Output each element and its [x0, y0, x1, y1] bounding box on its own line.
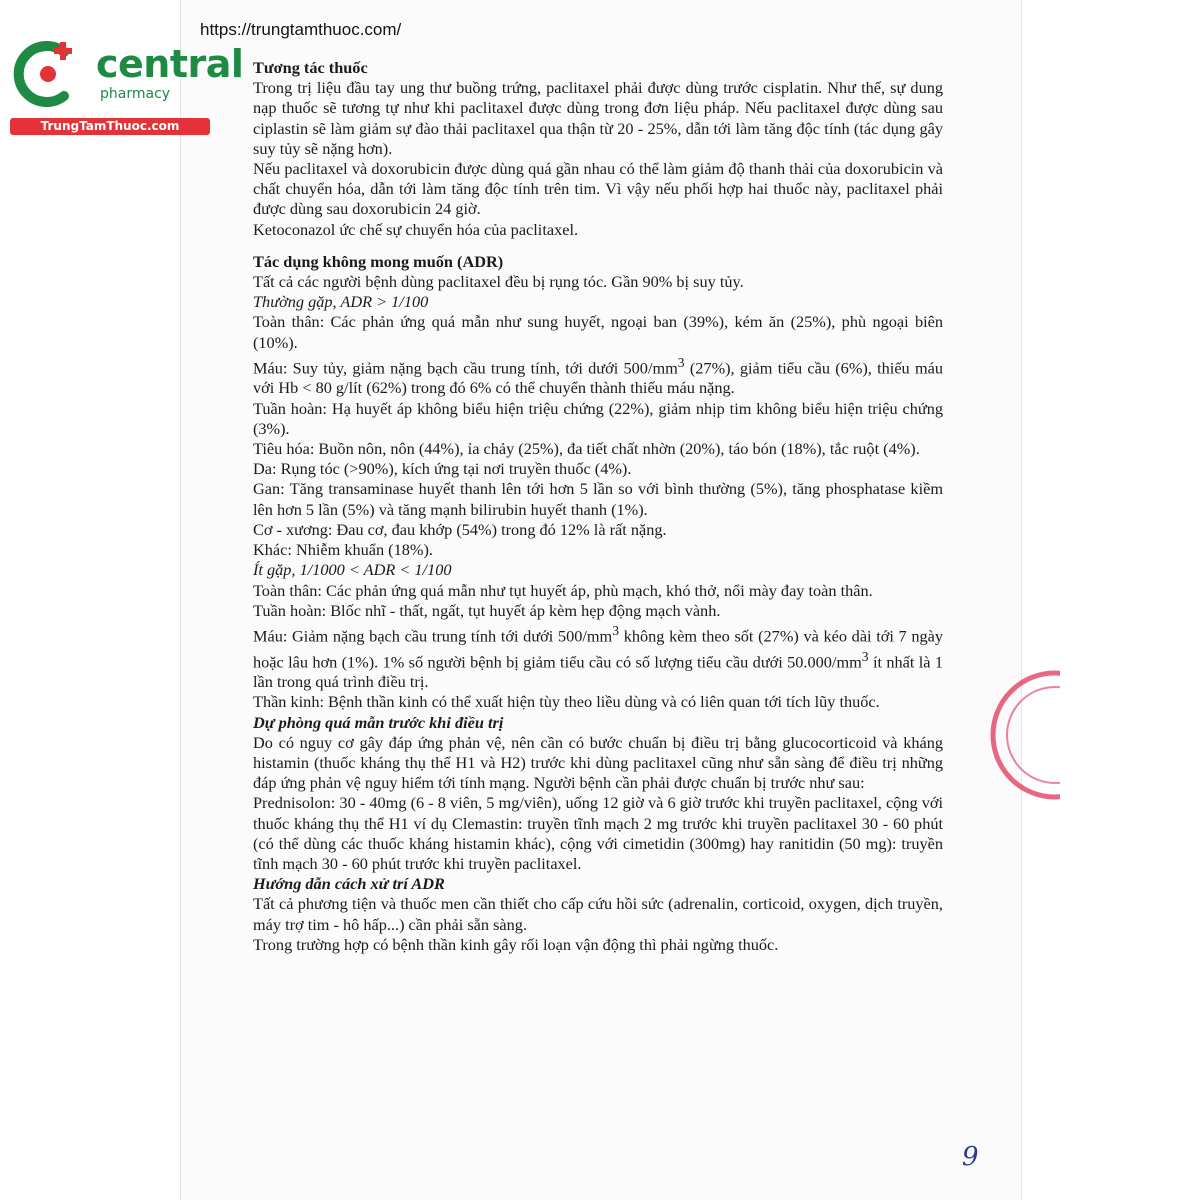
paragraph: Trong trường hợp có bệnh thần kinh gây rối loạn vận động thì phải ngừng thuốc. — [253, 934, 779, 954]
brand-subtitle: pharmacy — [100, 86, 171, 102]
brand-ribbon: TrungTamThuoc.com — [10, 118, 210, 135]
paragraph: Do có nguy cơ gây đáp ứng phản vệ, nên cần có bước chuẩn bị điều trị bằng glucocorticoid và kháng histamin (thuốc kháng thụ thể H1 và H2) trước khi dùng paclitaxel cũng như sẵn sàng để điều trị những đáp ứng phản vệ nguy hiểm tới tính mạng. Người bệnh cần phải được chuẩn bị trước như sau: — [253, 732, 943, 793]
paragraph: Trong trị liệu đầu tay ung thư buồng trứng, paclitaxel phải được dùng trước cisplatin. Như thế, sự dung nạp thuốc sẽ tương tự như khi paclitaxel được dùng trong đơn liệu pháp. Nếu paclitaxel được dùng sau ciplastin sẽ làm giảm sự đào thải paclitaxel qua thận từ 20 - 25%, dẫn tới làm tăng độc tính (tác dụng gây suy tủy sẽ nặng hơn). — [253, 78, 943, 158]
adr-item: Tuần hoàn: Blốc nhĩ - thất, ngất, tụt huyết áp kèm hẹp động mạch vành. — [253, 600, 721, 620]
adr-item: Cơ - xương: Đau cơ, đau khớp (54%) trong đó 12% là rất nặng. — [253, 519, 667, 539]
section-title-adr: Tác dụng không mong muốn (ADR) — [253, 251, 504, 271]
source-url: https://trungtamthuoc.com/ — [200, 20, 402, 39]
paragraph: Ketoconazol ức chế sự chuyển hóa của paclitaxel. — [253, 219, 579, 239]
adr-item: Toàn thân: Các phản ứng quá mẫn như sung huyết, ngoại ban (39%), kém ăn (25%), phù ngoại biên (10%). — [253, 312, 943, 352]
red-seal-stamp — [980, 660, 1060, 810]
adr-item: Máu: Suy tủy, giảm nặng bạch cầu trung tính, tới dưới $500/mm^3$ (27%), giảm tiểu cầu (6%), thiếu máu với Hb < 80 g/lít (62%) trong đó 6% có thể chuyển thành thiếu máu nặng. — [253, 354, 943, 398]
document-body — [253, 58, 943, 955]
section-title-adr-management: Hướng dẫn cách xử trí ADR — [253, 874, 445, 894]
brand-logo[interactable] — [10, 38, 244, 138]
central-pharmacy-logo-icon — [12, 38, 84, 110]
adr-item: Da: Rụng tóc (>90%), kích ứng tại nơi truyền thuốc (4%). — [253, 459, 632, 479]
section-title-prophylaxis: Dự phòng quá mẫn trước khi điều trị — [253, 712, 504, 732]
brand-name: central — [96, 42, 244, 86]
adr-item: Tiêu hóa: Buồn nôn, nôn (44%), ỉa chảy (25%), đa tiết chất nhờn (20%), táo bón (18%), tắc ruột (4%). — [253, 439, 920, 459]
subheading-uncommon: Ít gặp, 1/1000 < ADR < 1/100 — [253, 560, 452, 580]
paragraph: Prednisolon: 30 - 40mg (6 - 8 viên, 5 mg/viên), uống 12 giờ và 6 giờ trước khi truyền paclitaxel, cộng với thuốc kháng thụ thể H1 ví dụ Clemastin: truyền tĩnh mạch 2 mg trước khi truyền paclitaxel 30 - 60 phút (có thể dùng các thuốc kháng histamin khác), cộng với cimetidin (300mg) hay ranitidin (50 mg): truyền tĩnh mạch 30 - 60 phút trước khi truyền paclitaxel. — [253, 793, 943, 873]
adr-item: Toàn thân: Các phản ứng quá mẫn như tụt huyết áp, phù mạch, khó thở, nổi mày đay toàn thân. — [253, 580, 873, 600]
section-title-interactions: Tương tác thuốc — [253, 58, 368, 77]
adr-item: Khác: Nhiễm khuẩn (18%). — [253, 540, 433, 560]
paragraph: Nếu paclitaxel và doxorubicin được dùng quá gần nhau có thể làm giảm độ thanh thải của doxorubicin và chất chuyển hóa, dẫn tới làm tăng độc tính trên tim. Vì vậy nếu phối hợp hai thuốc này, paclitaxel phải được dùng sau doxorubicin 24 giờ. — [253, 159, 943, 219]
adr-item: Gan: Tăng transaminase huyết thanh lên tới hơn 5 lần so với bình thường (5%), tăng phosphatase kiềm lên hơn 5 lần (5%) và tăng mạnh bilirubin huyết thanh (1%). — [253, 479, 943, 519]
paragraph: Tất cả phương tiện và thuốc men cần thiết cho cấp cứu hồi sức (adrenalin, corticoid, oxygen, dịch truyền, máy trợ tim - hô hấp...) cần phải sẵn sàng. — [253, 894, 943, 934]
adr-item: Tuần hoàn: Hạ huyết áp không biểu hiện triệu chứng (22%), giảm nhịp tim không biểu hiện triệu chứng (3%). — [253, 398, 943, 438]
subheading-common: Thường gặp, ADR > 1/100 — [253, 292, 429, 312]
handwritten-page-mark: 9 — [962, 1142, 979, 1172]
adr-item: Máu: Giảm nặng bạch cầu trung tính tới dưới $500/mm^3$ không kèm theo sốt (27%) và kéo dài tới 7 ngày hoặc lâu hơn (1%). 1% số người bệnh bị giảm tiểu cầu có số lượng tiểu cầu dưới $50.000/mm^3$ ít nhất là 1 lần trong quá trình điều trị. — [253, 622, 944, 692]
adr-item: Thần kinh: Bệnh thần kinh có thể xuất hiện tùy theo liều dùng và có liên quan tới tích lũy thuốc. — [253, 692, 880, 712]
paragraph: Tất cả các người bệnh dùng paclitaxel đều bị rụng tóc. Gần 90% bị suy tủy. — [253, 272, 744, 292]
